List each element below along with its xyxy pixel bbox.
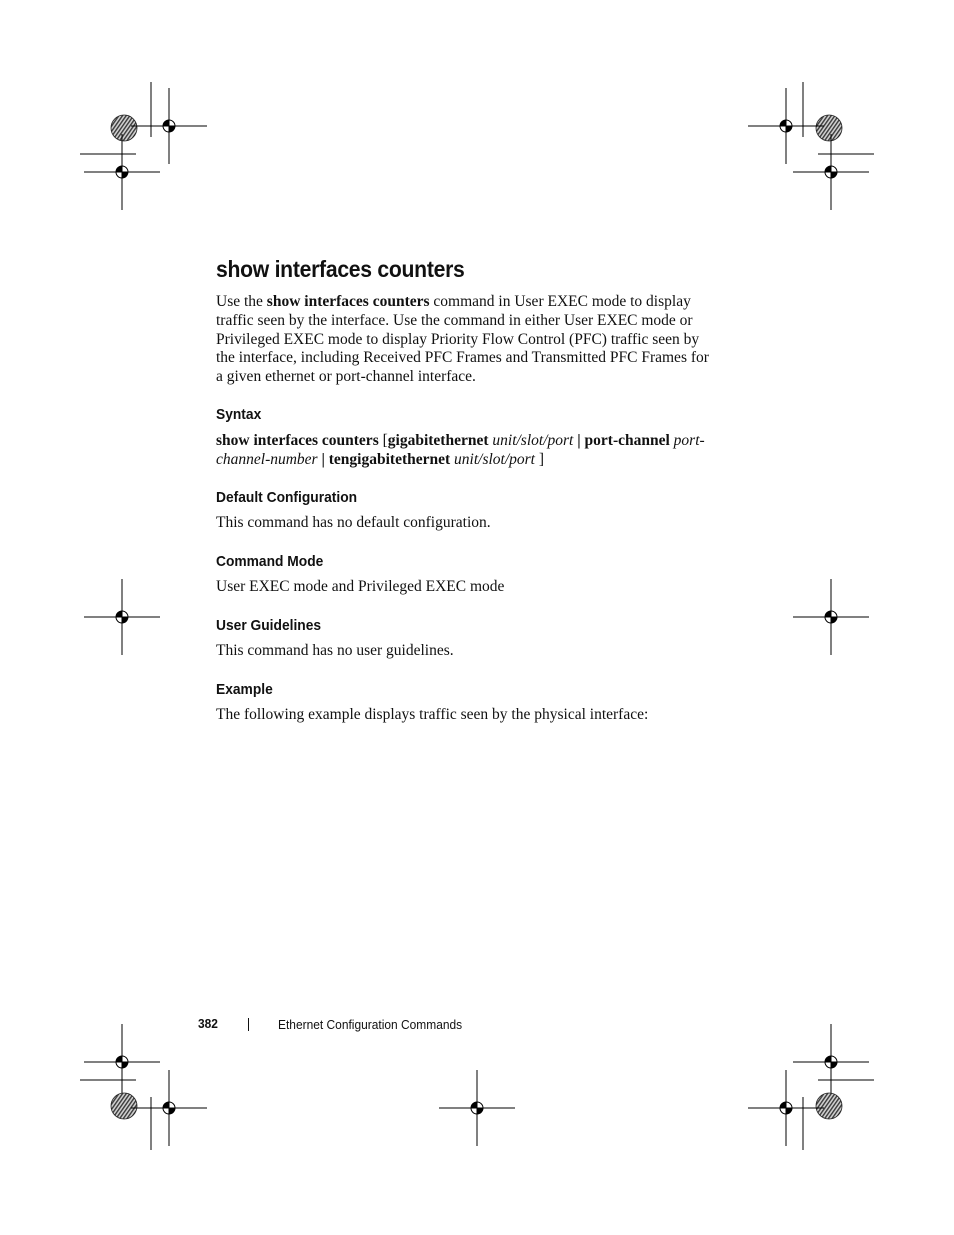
syntax-keyword-tengigabitethernet: tengigabitethernet xyxy=(328,450,451,468)
example-heading: Example xyxy=(216,681,273,698)
user-guidelines-heading: User Guidelines xyxy=(216,617,322,634)
syntax-param-unit-slot-port-2: unit/slot/port xyxy=(454,450,535,468)
footer-section-title: Ethernet Configuration Commands xyxy=(278,1017,463,1032)
syntax-command: show interfaces counters xyxy=(216,432,379,449)
registration-mark-bottom-right xyxy=(748,1024,874,1150)
registration-mark-top-left xyxy=(80,82,207,210)
registration-mark-bottom-center xyxy=(439,1070,515,1146)
intro-command-name: show interfaces counters xyxy=(266,293,430,310)
intro-text-2: command in User EXEC mode to display traffic seen by the interface. Use the command in either User EXEC mode or Privileged EXEC mode to display Priority Flow Control (PFC) traffic seen by the interface, including Received PFC Frames and Transmitted PFC Frames for a given ethernet or port-channel interface. xyxy=(216,293,709,386)
syntax-param-port-channel-number: port-channel-number xyxy=(216,432,705,468)
page-number: 382 xyxy=(198,1016,218,1031)
syntax-line xyxy=(216,432,714,470)
page-title: show interfaces counters xyxy=(216,256,465,282)
intro-paragraph xyxy=(216,293,714,387)
syntax-heading: Syntax xyxy=(216,406,262,423)
syntax-keyword-gigabitethernet: gigabitethernet xyxy=(387,432,489,449)
registration-mark-top-right xyxy=(748,82,874,210)
user-guidelines-text: This command has no user guidelines. xyxy=(216,642,454,659)
syntax-keyword-port-channel: port-channel xyxy=(584,432,670,449)
syntax-bracket-close: ] xyxy=(535,450,545,468)
syntax-param-unit-slot-port: unit/slot/port xyxy=(492,432,574,449)
default-configuration-heading: Default Configuration xyxy=(216,489,358,506)
syntax-bracket-open: [ xyxy=(378,432,388,449)
syntax-separator: | xyxy=(317,450,329,468)
default-configuration-text: This command has no default configuration. xyxy=(216,514,491,531)
footer-separator xyxy=(248,1018,249,1031)
registration-mark-middle-left xyxy=(84,579,160,655)
command-mode-heading: Command Mode xyxy=(216,553,324,570)
registration-mark-bottom-left xyxy=(80,1024,207,1150)
intro-text-1: Use the xyxy=(216,293,267,310)
example-text: The following example displays traffic seen by the physical interface: xyxy=(216,706,649,723)
syntax-separator: | xyxy=(573,432,585,449)
command-mode-text: User EXEC mode and Privileged EXEC mode xyxy=(216,578,505,595)
registration-mark-middle-right xyxy=(793,579,869,655)
